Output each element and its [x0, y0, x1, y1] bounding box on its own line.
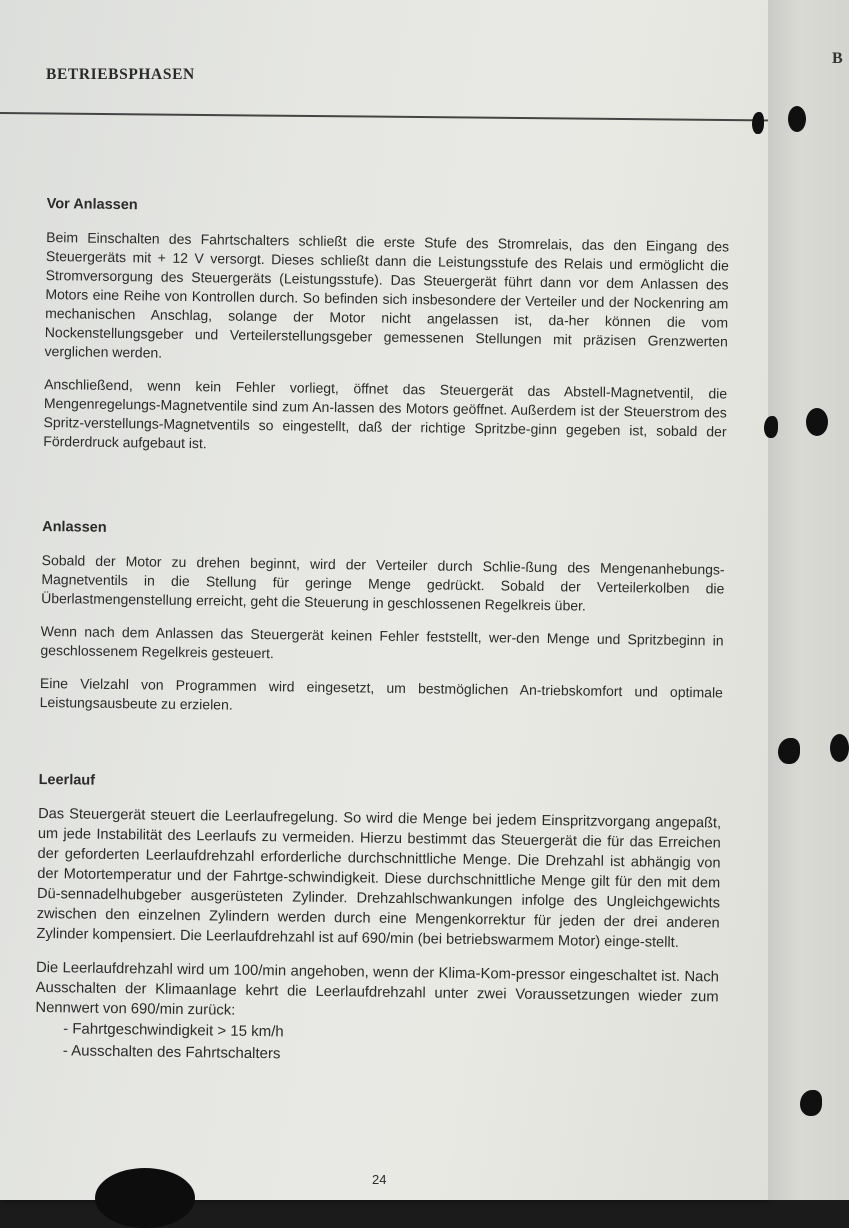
binder-hole-icon: [788, 106, 806, 132]
paragraph: Wenn nach dem Anlassen das Steuergerät keinen Fehler feststellt, wer-den Menge und Spritzbeginn in geschlossenem Regelkreis gesteuert.: [40, 622, 724, 662]
binder-hole-icon: [806, 408, 828, 436]
section-anlassen: [40, 518, 726, 722]
condition-list: [35, 1018, 719, 1072]
binder-hole-icon: [752, 112, 764, 134]
binder-hole-icon: [830, 734, 849, 762]
page-header-title: BETRIEBSPHASEN: [46, 66, 195, 83]
paragraph: Die Leerlaufdrehzahl wird um 100/min angehoben, wenn der Klima-Kom-pressor eingeschaltet ist. Nach Ausschalten der Klimaanlage kehrt die Leerlaufdrehzahl unter zwei Voraussetzungen wieder zum Nennwert von 690/min zurück:: [35, 959, 720, 1019]
binder-hole-icon: [764, 416, 778, 438]
binder-hole-icon: [778, 738, 800, 764]
header-rule: [0, 112, 770, 121]
paragraph: Anschließend, wenn kein Fehler vorliegt, öffnet das Steuergerät das Abstell-Magnetventil, die Mengenregelungs-Magnetventile sind zum An-lassen des Motors geöffnet. Außerdem ist der Steuerstrom des Spritz-verstellungs-Magnetventils so eingestellt, daß der richtige Spritzbe-ginn gegeben ist, sobald der Förderdruck aufgebaut ist.: [43, 375, 728, 452]
section-heading: Vor Anlassen: [46, 195, 138, 214]
paragraph: Eine Vielzahl von Programmen wird eingesetzt, um bestmöglichen An-triebskomfort und optimale Leistungsausbeute zu erzielen.: [39, 674, 724, 713]
paragraph: Sobald der Motor zu drehen beginnt, wird der Verteiler durch Schlie-ßung des Mengenanhebungs-Magnetventils in die Stellung für geringe Menge gedrückt. Sobald der Verteilerkolben die Überlastmengenstellung erreicht, geht die Steuerung in geschlossenen Regelkreis über.: [41, 551, 725, 614]
binder-hole-icon: [800, 1090, 822, 1116]
section-vor-anlassen: [43, 195, 730, 461]
paragraph: Das Steuergerät steuert die Leerlaufregelung. So wird die Menge bei jedem Einspritzvorgang angepaßt, um jede Instabilität des Leerlaufs zu vermeiden. Hierzu bestimmt das Steuergerät die für das Erreichen der geforderten Leerlaufdrehzahl erforderliche durchschnittliche Menge. Die Drehzahl ist abhängig von der Motortemperatur und der Fahrtge-schwindigkeit. Diese durchschnittliche Menge gilt für den mit dem Dü-sennadelhubgeber ausgerüsteten Zylinder. Drehzahlschwankungen infolge des Ungleichgewichts zwischen den einzelnen Zylindern werden durch eine Mengenkorrektur für jeden der drei anderen Zylinder kompensiert. Die Leerlaufdrehzahl ist auf 690/min (bei betriebswarmem Motor) einge-stellt.: [36, 805, 722, 951]
finger-shadow: [95, 1168, 195, 1228]
next-page-header-letter: B: [832, 50, 843, 67]
page-content: [35, 180, 730, 1071]
next-page-edge: [768, 0, 849, 1200]
paragraph: Beim Einschalten des Fahrtschalters schließt die erste Stufe des Stromrelais, das den Eingang des Steuergeräts mit + 12 V versorgt. Dieses schließt dann die Leistungsstufe des Relais und ermöglicht die Stromversorgung des Steuergeräts (Leistungsstufe). Das Steuergerät führt dann vor dem Anlassen des Motors eine Reihe von Kontrollen durch. So befinden sich insbesondere der Verteiler und der Nockenring am mechanischen Anschlag, solange der Motor nicht angelassen ist, da-her können die vom Nockenstellungsgeber und Verteilerstellungsgeber gemessenen Stellungen mit präzisen Grenzwerten verglichen werden.: [44, 228, 730, 361]
section-heading: Anlassen: [42, 518, 107, 536]
section-heading: Leerlauf: [38, 771, 96, 789]
section-leerlauf: [35, 771, 722, 1072]
list-item: - Fahrtgeschwindigkeit > 15 km/h: [63, 1018, 718, 1049]
list-item: - Ausschalten des Fahrtschalters: [63, 1040, 718, 1071]
page-number: 24: [372, 1172, 387, 1187]
